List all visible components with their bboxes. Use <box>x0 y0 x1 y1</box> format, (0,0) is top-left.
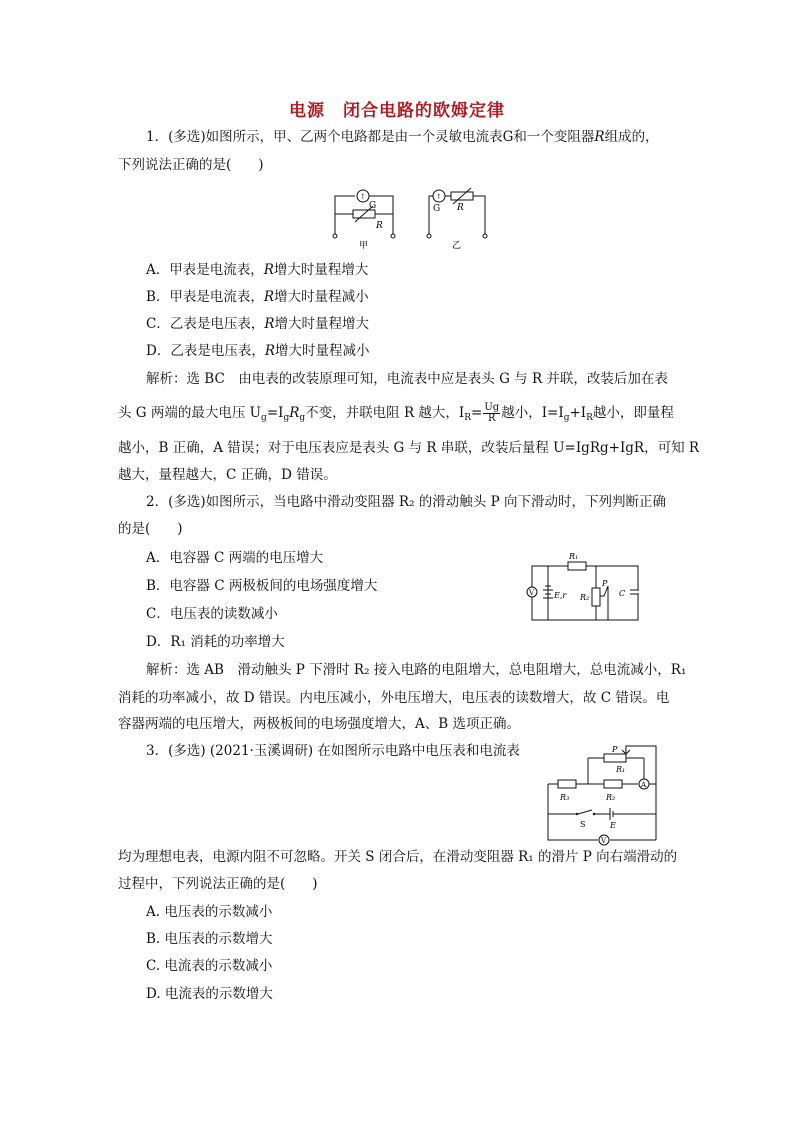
q3-fig-r2: R₂ <box>606 793 616 802</box>
q1-option-c <box>146 314 369 334</box>
q1-an-n: 越小，即量程 <box>592 405 674 421</box>
g-icon: ↑ <box>360 193 366 201</box>
title-part-1: 电源 <box>289 101 325 121</box>
q1-option-d-pre: D．乙表是电压表， <box>146 343 265 359</box>
q2-option-a: A．电容器 C 两端的电压增大 <box>146 550 324 566</box>
q1-an-e: R <box>289 405 300 421</box>
q1-option-d-var: R <box>264 343 275 359</box>
q3-option-b: B. 电压表的示数增大 <box>146 931 273 947</box>
q3-fig-r3: R₃ <box>560 793 570 802</box>
q1-option-a-post: 增大时量程增大 <box>273 262 369 278</box>
q3-fig-r1: R₁ <box>616 765 626 774</box>
q1-an-j: 越小，I=I <box>501 405 564 421</box>
q3-option-d: D. 电流表的示数增大 <box>146 986 273 1002</box>
q2-circuit-figure <box>524 550 650 626</box>
q3-r3 <box>558 780 576 788</box>
q1-option-c-pre: C．乙表是电压表， <box>146 316 265 332</box>
q3-stem-line-3: 过程中，下列说法正确的是( ) <box>118 876 318 892</box>
q1-fig-r-jia: R <box>376 221 383 231</box>
q2-fig-c: C <box>619 589 626 598</box>
q2-option-d: D．R₁ 消耗的功率增大 <box>146 634 285 650</box>
q2-r1 <box>568 562 586 570</box>
page-title <box>0 96 794 121</box>
q1-fraction <box>483 403 500 424</box>
q1-fig-g-yi: G <box>433 204 441 214</box>
q2-analysis-line-2: 消耗的功率减小，故 D 错误。内电压减小，外电压增大，电压表的读数增大，故 C 错误。电 <box>118 690 670 706</box>
q3-r2 <box>604 780 622 788</box>
q2-fig-r2: R₂ <box>580 593 590 602</box>
q1-stem-end: 组成的， <box>604 129 659 145</box>
q1-analysis-line-4: 越大，量程越大，C 正确，D 错误。 <box>118 467 337 483</box>
q1-fig-g-jia: G <box>369 201 377 211</box>
q2-r2 <box>592 588 600 606</box>
q2-stem-line-2: 的是( ) <box>118 521 183 537</box>
q3-circuit-figure <box>540 742 664 848</box>
q3-fig-s: S <box>580 820 586 829</box>
q2-analysis-line-1: 解析：选 AB 滑动触头 P 下滑时 R₂ 接入电路的电阻增大，总电阻增大，总电流减小，R₁ <box>146 662 687 678</box>
q1-option-b-post: 增大时量程减小 <box>274 289 369 305</box>
q3-fig-p: P <box>612 745 618 754</box>
q1-circuit-figure <box>325 184 495 254</box>
svg-text:↑: ↑ <box>436 193 442 201</box>
q1-analysis-line-1: 解析：选 BC 由电表的改装原理可知，电流表中应是表头 G 与 R 并联，改装后加在表 <box>146 371 668 387</box>
q1-an-h: R <box>464 413 472 423</box>
q2-fig-p: P <box>602 579 608 588</box>
q1-fig-label-jia: 甲 <box>359 241 369 251</box>
q1-stem-var: R <box>594 129 605 145</box>
q1-stem-text: 1．(多选)如图所示，甲、乙两个电路都是由一个灵敏电流表G和一个变阻器 <box>146 129 595 145</box>
q1-option-a-pre: A．甲表是电流表， <box>146 262 264 278</box>
q3-option-c: C. 电流表的示数减小 <box>146 958 273 974</box>
q2-fig-er: E,r <box>554 591 567 600</box>
q2-fig-r1: R₁ <box>569 552 579 561</box>
q1-stem-line-2: 下列说法正确的是( ) <box>118 157 264 173</box>
q1-analysis-line-2 <box>118 403 674 428</box>
q3-option-a: A. 电压表的示数减小 <box>146 904 273 920</box>
q1-option-d <box>146 341 370 361</box>
q2-option-c: C．电压表的读数减小 <box>146 606 278 622</box>
q3-fig-a: A <box>641 781 647 789</box>
q3-fig-e: E <box>610 821 616 830</box>
q1-an-m: R <box>586 413 593 423</box>
q1-frac-den: R <box>488 413 496 424</box>
q3-stem-line-2: 均为理想电表，电源内阻不可忽略。开关 S 闭合后，在滑动变阻器 R₁ 的滑片 P 向右端滑动的 <box>118 849 678 865</box>
title-part-2: 闭合电路的欧姆定律 <box>343 101 505 121</box>
q1-stem-line-1 <box>146 127 659 147</box>
q1-an-g: 不变，并联电阻 R 越大，I <box>305 405 465 421</box>
q1-option-a <box>146 260 368 280</box>
q1-an-b: g <box>261 413 267 423</box>
q1-an-l: +I <box>569 405 587 421</box>
q1-an-a: 头 G 两端的最大电压 U <box>118 405 262 421</box>
q2-fig-v: V <box>529 589 535 597</box>
q3-stem-line-1: 3．(多选) (2021·玉溪调研) 在如图所示电路中电压表和电流表 <box>146 743 520 759</box>
q1-an-i: = <box>471 405 483 421</box>
q1-fig-label-yi: 乙 <box>452 241 462 251</box>
q1-an-d: g <box>283 413 290 423</box>
q1-option-b <box>146 287 369 307</box>
q1-option-c-post: 增大时量程增大 <box>274 316 370 332</box>
q1-frac-num: Ug <box>484 402 500 413</box>
q1-analysis-line-3: 越小，B 正确，A 错误；对于电压表应是表头 G 与 R 串联，改装后量程 U=IgRg+IgR，可知 R <box>118 440 700 456</box>
q1-an-f: g <box>299 413 306 423</box>
q1-option-a-var: R <box>263 262 274 278</box>
q1-option-b-pre: B．甲表是电流表， <box>146 289 264 305</box>
q1-an-k: g <box>563 413 570 423</box>
q2-stem-line-1: 2．(多选)如图所示，当电路中滑动变阻器 R₂ 的滑动触头 P 向下滑动时，下列判断正确 <box>146 494 666 510</box>
q1-option-c-var: R <box>264 316 275 332</box>
q1-fig-r-yi: R <box>457 203 464 213</box>
q1-option-b-var: R <box>263 289 275 305</box>
q2-option-b: B．电容器 C 两极板间的电场强度增大 <box>146 578 378 594</box>
q1-option-d-post: 增大时量程减小 <box>275 343 370 359</box>
q3-r1 <box>604 754 626 762</box>
q3-fig-v: V <box>601 837 607 845</box>
q1-an-c: =I <box>266 405 284 421</box>
q2-analysis-line-3: 容器两端的电压增大，两极板间的电场强度增大，A、B 选项正确。 <box>118 716 520 732</box>
